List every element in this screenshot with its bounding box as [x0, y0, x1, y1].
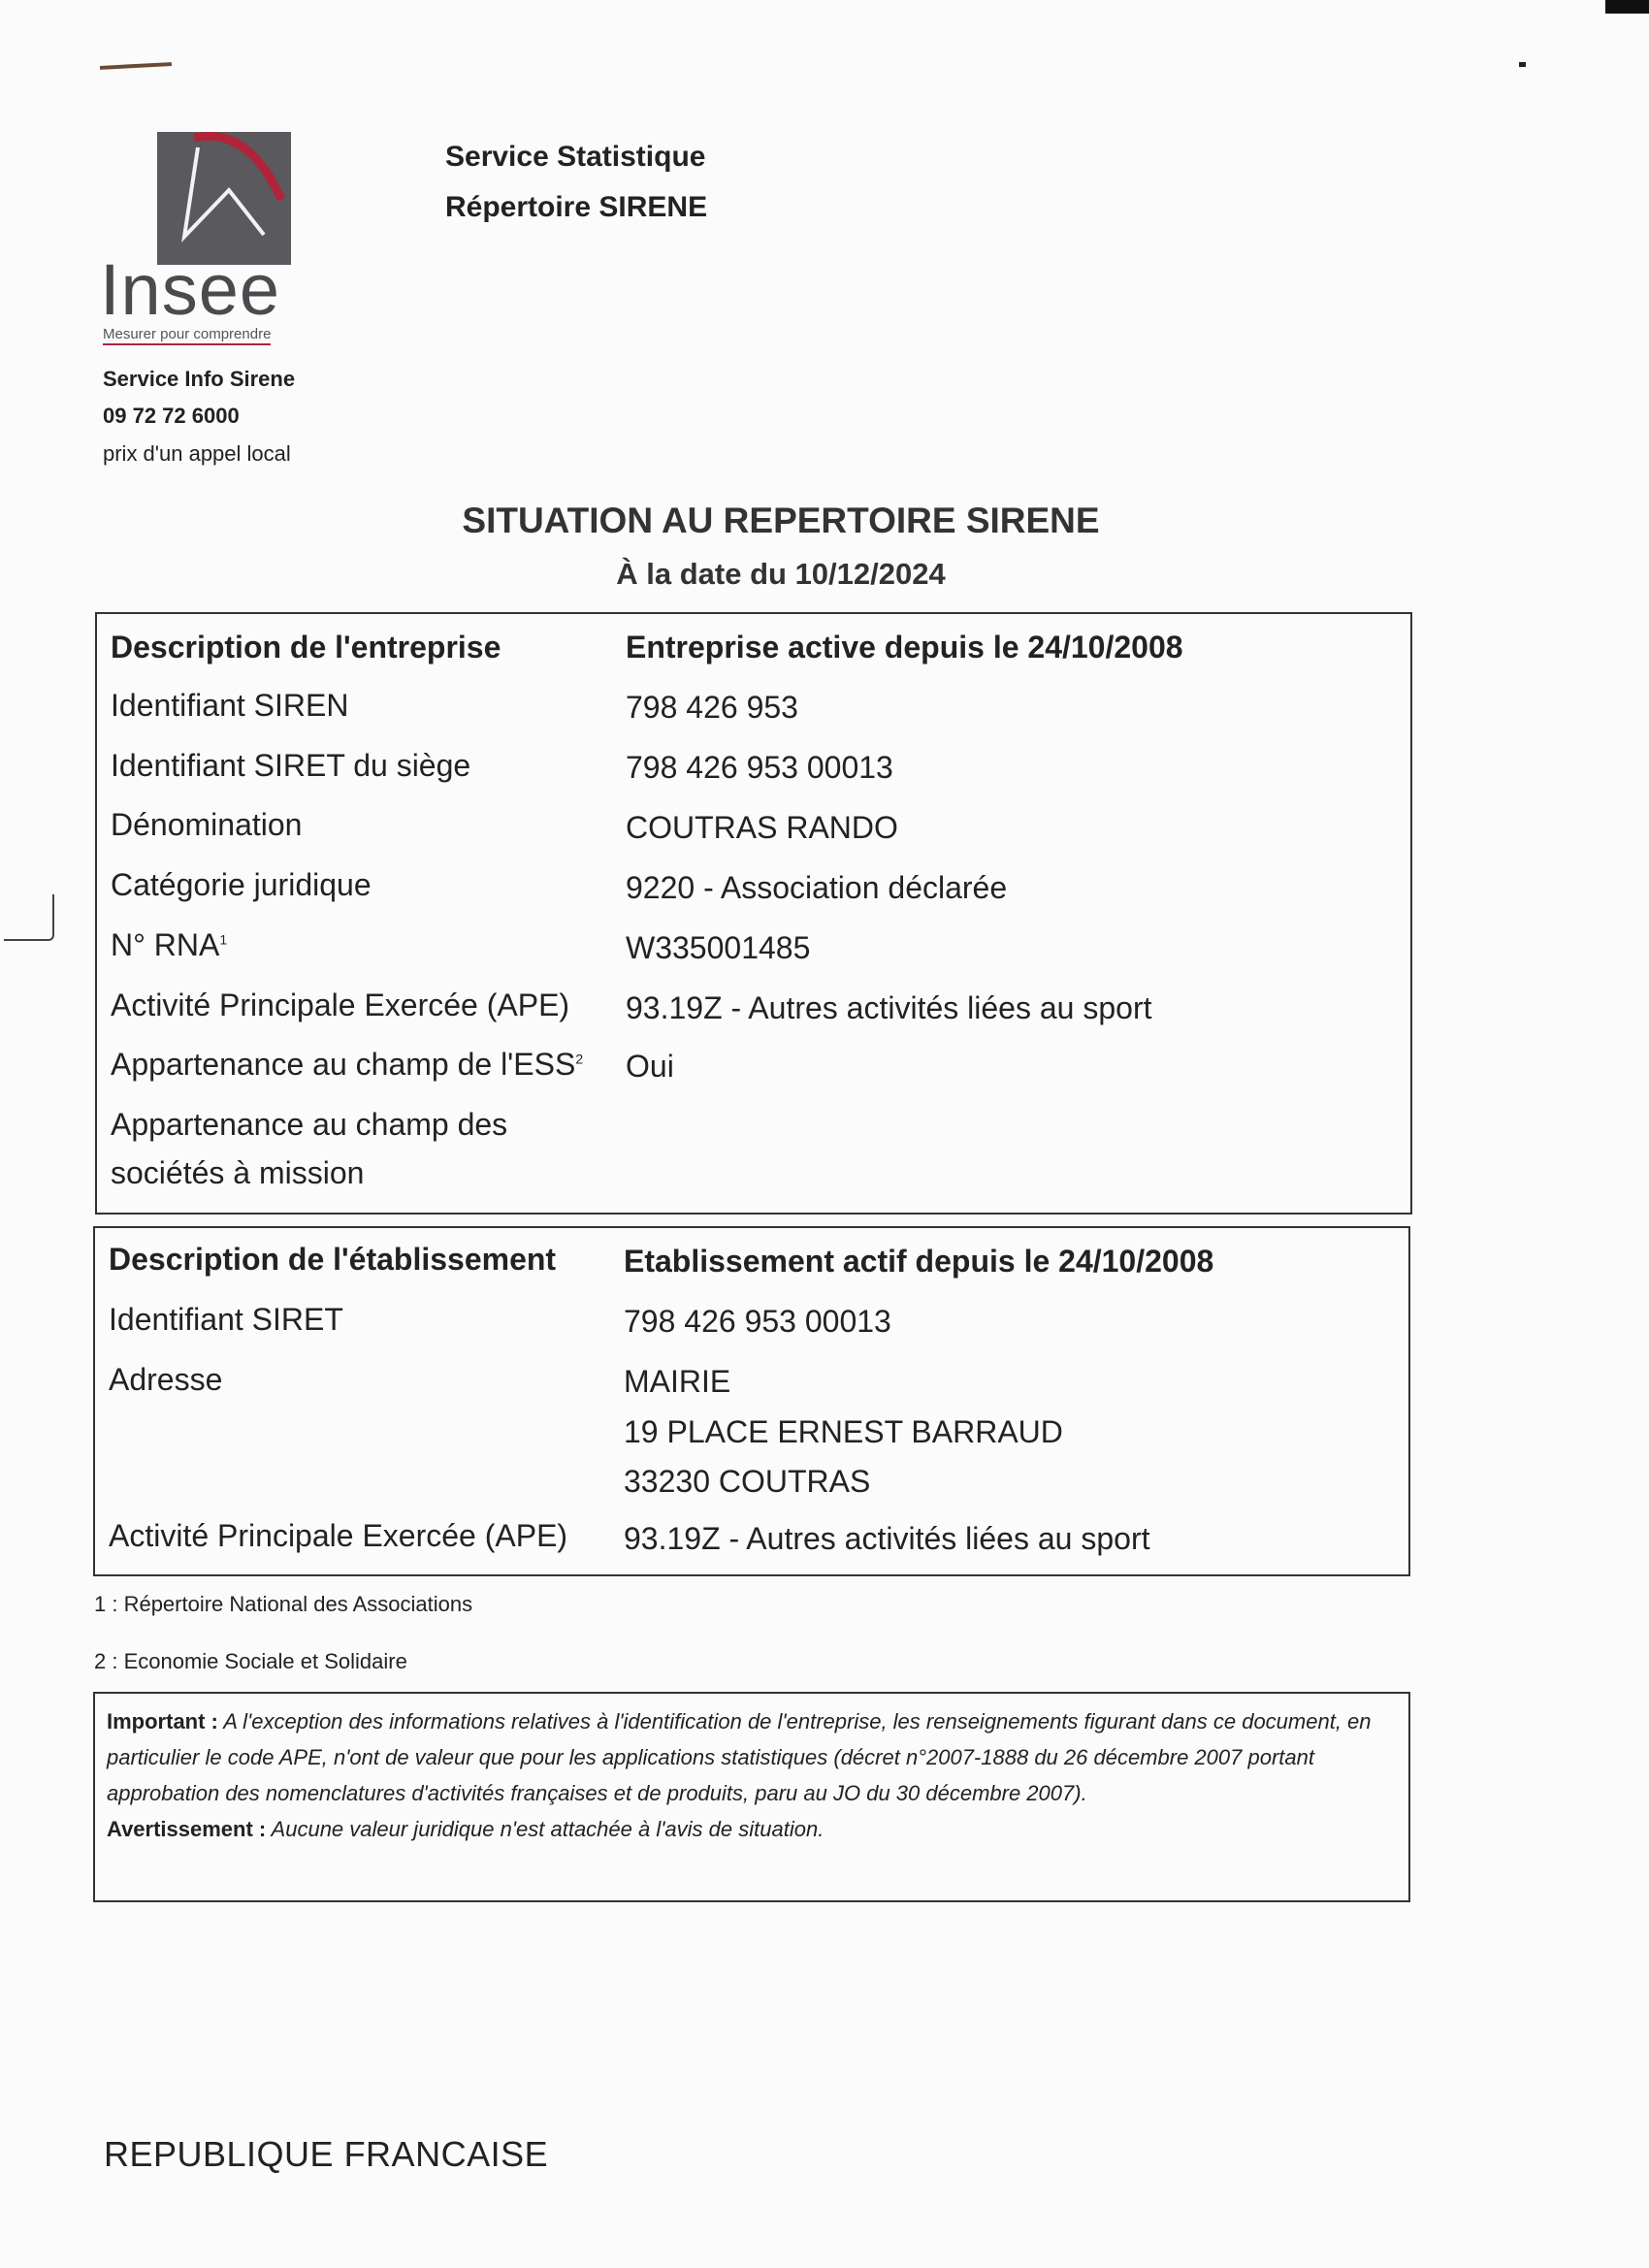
footnote-ref: 1	[219, 931, 228, 948]
address-line: 33230 COUTRAS	[624, 1464, 871, 1499]
field-value: COUTRAS RANDO	[626, 810, 898, 845]
insee-logo-wordmark: Insee	[100, 249, 281, 330]
field-value: 93.19Z - Autres activités liées au sport	[624, 1521, 1150, 1556]
field-value: W335001485	[626, 930, 811, 965]
entreprise-heading-label: Description de l'entreprise	[111, 630, 501, 664]
field-label-mission-1: Appartenance au champ des	[111, 1107, 508, 1142]
warning-paragraph	[107, 1811, 1395, 1847]
field-value: Oui	[626, 1049, 674, 1084]
etablissement-heading-label: Description de l'établissement	[109, 1242, 557, 1277]
etablissement-heading-value: Etablissement actif depuis le 24/10/2008	[624, 1244, 1214, 1279]
important-label: Important :	[107, 1709, 218, 1733]
field-label: Activité Principale Exercée (APE)	[109, 1518, 568, 1553]
contact-price: prix d'un appel local	[103, 441, 291, 466]
field-label-rna	[111, 927, 227, 963]
address-line: 19 PLACE ERNEST BARRAUD	[624, 1414, 1063, 1449]
field-label: Identifiant SIRET	[109, 1302, 343, 1337]
footnote: 2 : Economie Sociale et Solidaire	[94, 1649, 407, 1673]
field-value: 9220 - Association déclarée	[626, 870, 1008, 905]
warning-label: Avertissement :	[107, 1817, 267, 1841]
field-label: Adresse	[109, 1362, 223, 1397]
contact-phone: 09 72 72 6000	[103, 404, 240, 428]
insee-logo-mark	[157, 132, 291, 265]
field-value: 798 426 953	[626, 690, 798, 725]
page-title: SITUATION AU REPERTOIRE SIRENE	[462, 501, 1100, 540]
field-label-ess	[111, 1047, 583, 1083]
contact-service: Service Info Sirene	[103, 367, 296, 391]
header-line-1: Service Statistique	[445, 141, 706, 173]
footer-republique: REPUBLIQUE FRANCAISE	[104, 2134, 549, 2174]
field-label-text: N° RNA	[111, 927, 220, 962]
scan-edge	[1605, 0, 1649, 14]
field-label: Identifiant SIREN	[111, 688, 349, 723]
important-paragraph	[107, 1703, 1395, 1811]
date-line: À la date du 10/12/2024	[616, 557, 946, 591]
field-label: Catégorie juridique	[111, 867, 372, 902]
footnote: 1 : Répertoire National des Associations	[94, 1592, 473, 1616]
field-label: Activité Principale Exercée (APE)	[111, 988, 570, 1022]
scan-mark	[1519, 62, 1526, 67]
field-label-mission-2: sociétés à mission	[111, 1155, 365, 1190]
field-value: 798 426 953 00013	[626, 750, 893, 785]
etablissement-box	[93, 1226, 1410, 1576]
address-line: MAIRIE	[624, 1364, 731, 1399]
field-label: Dénomination	[111, 807, 303, 842]
field-value: 93.19Z - Autres activités liées au sport	[626, 990, 1152, 1025]
field-label: Identifiant SIRET du siège	[111, 748, 471, 783]
field-value: 798 426 953 00013	[624, 1304, 891, 1339]
staple-mark	[4, 894, 54, 941]
field-label-text: Appartenance au champ de l'ESS	[111, 1047, 576, 1082]
warning-text: Aucune valeur juridique n'est attachée à l'avis de situation.	[271, 1817, 824, 1841]
important-box	[93, 1692, 1410, 1902]
entreprise-heading-value: Entreprise active depuis le 24/10/2008	[626, 630, 1183, 664]
header-line-2: Répertoire SIRENE	[445, 191, 708, 223]
insee-logo-tagline: Mesurer pour comprendre	[103, 326, 271, 345]
important-text: A l'exception des informations relatives à l'identification de l'entreprise, les renseignements figurant dans ce document, en particulier le code APE, n'ont de valeur que pour les applications statistiques (décret n°2007-1888 du 26 décembre 2007 portant approbation des nomenclatures d'activités françaises et de produits, paru au JO du 30 décembre 2007).	[107, 1709, 1372, 1805]
footnote-ref: 2	[575, 1051, 584, 1067]
scan-mark	[100, 62, 172, 70]
entreprise-box	[95, 612, 1412, 1215]
